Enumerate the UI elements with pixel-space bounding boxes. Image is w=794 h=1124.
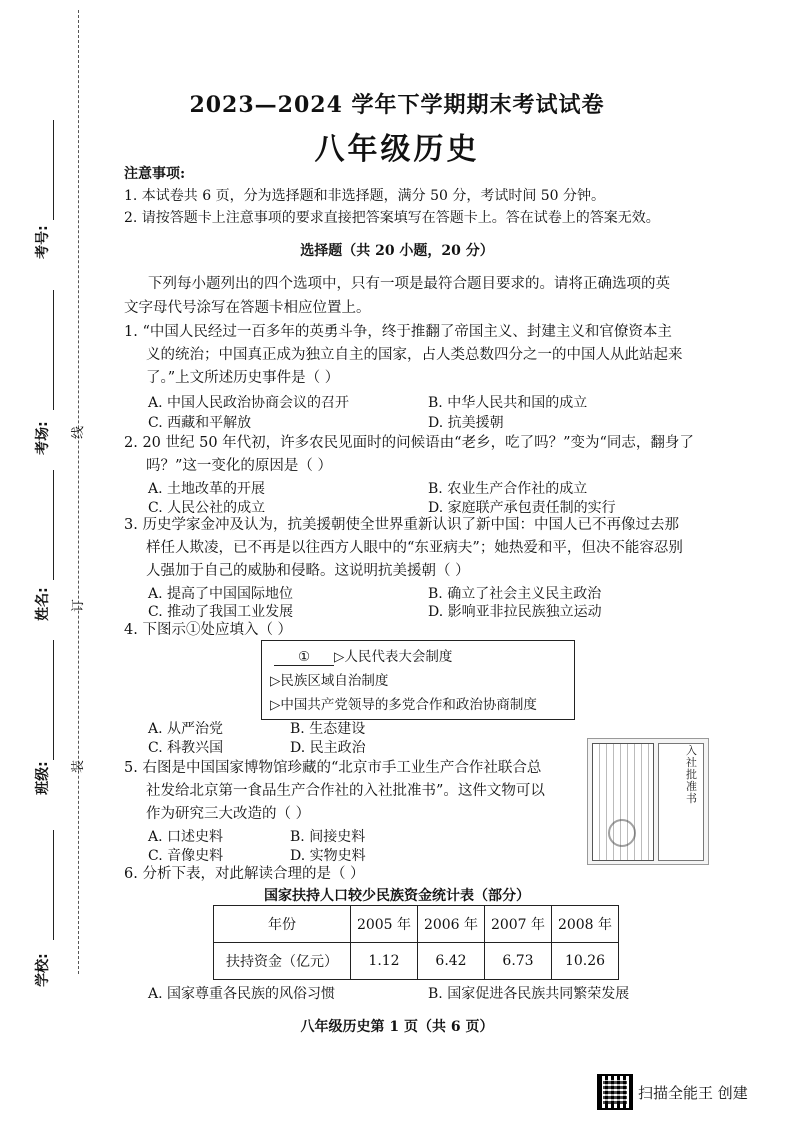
q3-option-a: A. 提高了中国国际地位 bbox=[148, 586, 294, 602]
table-header-cell: 2005 年 bbox=[351, 906, 418, 943]
q5-option-d: D. 实物史料 bbox=[290, 848, 366, 864]
artifact-seal bbox=[608, 819, 636, 847]
q3-line-3: 人强加于自己的威胁和侵略。这说明抗美援朝（ ） bbox=[146, 563, 470, 579]
q5-option-a: A. 口述史料 bbox=[148, 829, 224, 845]
exam-subject: 八年级历史 bbox=[314, 132, 480, 167]
table-cell: 1.12 bbox=[351, 943, 418, 980]
q2-option-a: A. 土地改革的开展 bbox=[148, 481, 266, 497]
q5-artifact-image bbox=[587, 738, 709, 865]
q4-diagram-row-1 bbox=[274, 645, 452, 666]
q4-diagram-blank: ① bbox=[274, 649, 334, 666]
q6-table-title: 国家扶持人口较少民族资金统计表（部分） bbox=[264, 888, 530, 904]
exam-no-label: 考号: bbox=[35, 225, 51, 259]
table-row bbox=[214, 906, 619, 943]
q6-option-b: B. 国家促进各民族共同繁荣发展 bbox=[428, 986, 630, 1002]
q3-line-2: 样任人欺凌，已不再是以往西方人眼中的“东亚病夫”；她热爱和平，但决不能容忍别 bbox=[146, 540, 683, 556]
q2-line-1: 2. 20 世纪 50 年代初，许多农民见面时的问候语由“老乡，吃了吗？”变为“同志，翻身了 bbox=[124, 435, 694, 451]
table-header-cell: 年份 bbox=[214, 906, 351, 943]
q5-option-c: C. 音像史料 bbox=[148, 848, 224, 864]
q2-option-b: B. 农业生产合作社的成立 bbox=[428, 481, 588, 497]
q1-line-3: 了。”上文所述历史事件是（ ） bbox=[146, 370, 340, 386]
q3-option-c: C. 推动了我国工业发展 bbox=[148, 604, 294, 620]
note-item-1: 1. 本试卷共 6 页，分为选择题和非选择题，满分 50 分，考试时间 50 分钟。 bbox=[124, 188, 606, 204]
q5-option-b: B. 间接史料 bbox=[290, 829, 366, 845]
artifact-title: 入社批准书 bbox=[686, 744, 697, 805]
name-label: 姓名: bbox=[35, 587, 51, 621]
table-cell: 10.26 bbox=[552, 943, 619, 980]
q4-diagram-row-3: ▷中国共产党领导的多党合作和政治协商制度 bbox=[270, 697, 537, 713]
qr-code-icon bbox=[597, 1074, 633, 1110]
q4-stem: 4. 下图示①处应填入（ ） bbox=[124, 622, 293, 638]
q4-option-a: A. 从严治党 bbox=[148, 721, 224, 737]
q5-line-2: 社发给北京第一食品生产合作社的入社批准书”。这件文物可以 bbox=[146, 783, 545, 799]
binding-mark-zhuang: 装 bbox=[71, 759, 87, 774]
class-line bbox=[53, 640, 54, 760]
page-footer: 八年级历史第 1 页（共 6 页） bbox=[300, 1019, 494, 1035]
q1-option-d: D. 抗美援朝 bbox=[428, 415, 504, 431]
exam-title: 2023—2024 学年下学期期末考试试卷 bbox=[189, 92, 605, 118]
binding-mark-ding: 订 bbox=[71, 598, 87, 613]
notes-heading: 注意事项: bbox=[124, 166, 186, 182]
q4-diagram-row-1-text: ▷人民代表大会制度 bbox=[334, 649, 453, 665]
q1-option-a: A. 中国人民政治协商会议的召开 bbox=[148, 395, 350, 411]
class-label: 班级: bbox=[35, 761, 51, 795]
school-label: 学校: bbox=[35, 953, 51, 987]
q6-stem: 6. 分析下表，对此解读合理的是（ ） bbox=[124, 866, 365, 882]
table-header-cell: 2006 年 bbox=[418, 906, 485, 943]
q4-diagram-row-2: ▷民族区域自治制度 bbox=[270, 673, 389, 689]
table-header-cell: 2008 年 bbox=[552, 906, 619, 943]
section-title: 选择题（共 20 小题，20 分） bbox=[300, 243, 494, 259]
note-item-2: 2. 请按答题卡上注意事项的要求直接把答案填写在答题卡上。答在试卷上的答案无效。 bbox=[124, 210, 660, 226]
q2-line-2: 吗？”这一变化的原因是（ ） bbox=[146, 458, 333, 474]
q4-diagram bbox=[261, 640, 575, 720]
q2-option-d: D. 家庭联产承包责任制的实行 bbox=[428, 500, 616, 516]
binding-mark-xian: 线 bbox=[71, 425, 87, 440]
q3-line-1: 3. 历史学家金冲及认为，抗美援朝使全世界重新认识了新中国：中国人已不再像过去那 bbox=[124, 517, 679, 533]
table-cell: 6.42 bbox=[418, 943, 485, 980]
q5-line-3: 作为研究三大改造的（ ） bbox=[146, 806, 311, 822]
q1-line-2: 义的统治；中国真正成为独立自主的国家，占人类总数四分之一的中国人从此站起来 bbox=[146, 347, 683, 363]
name-line bbox=[53, 470, 54, 580]
section-instruction-1: 下列每小题列出的四个选项中，只有一项是最符合题目要求的。请将正确选项的英 bbox=[148, 276, 670, 292]
q4-option-c: C. 科教兴国 bbox=[148, 740, 224, 756]
q1-option-b: B. 中华人民共和国的成立 bbox=[428, 395, 588, 411]
table-cell: 6.73 bbox=[485, 943, 552, 980]
q3-option-b: B. 确立了社会主义民主政治 bbox=[428, 586, 602, 602]
room-label: 考场: bbox=[35, 421, 51, 455]
table-cell: 扶持资金（亿元） bbox=[214, 943, 351, 980]
q5-line-1: 5. 右图是中国国家博物馆珍藏的“北京市手工业生产合作社联合总 bbox=[124, 760, 542, 776]
q6-option-a: A. 国家尊重各民族的风俗习惯 bbox=[148, 986, 336, 1002]
q4-option-d: D. 民主政治 bbox=[290, 740, 366, 756]
scanner-watermark: 扫描全能王 创建 bbox=[638, 1084, 748, 1102]
q1-option-c: C. 西藏和平解放 bbox=[148, 415, 252, 431]
q1-line-1: 1. “中国人民经过一百多年的英勇斗争，终于推翻了帝国主义、封建主义和官僚资本主 bbox=[124, 324, 672, 340]
room-line bbox=[53, 290, 54, 410]
q2-option-c: C. 人民公社的成立 bbox=[148, 500, 266, 516]
q6-data-table bbox=[213, 905, 619, 980]
q3-option-d: D. 影响亚非拉民族独立运动 bbox=[428, 604, 602, 620]
q4-option-b: B. 生态建设 bbox=[290, 721, 366, 737]
table-row bbox=[214, 943, 619, 980]
table-header-cell: 2007 年 bbox=[485, 906, 552, 943]
section-instruction-2: 文字母代号涂写在答题卡相应位置上。 bbox=[124, 300, 371, 316]
